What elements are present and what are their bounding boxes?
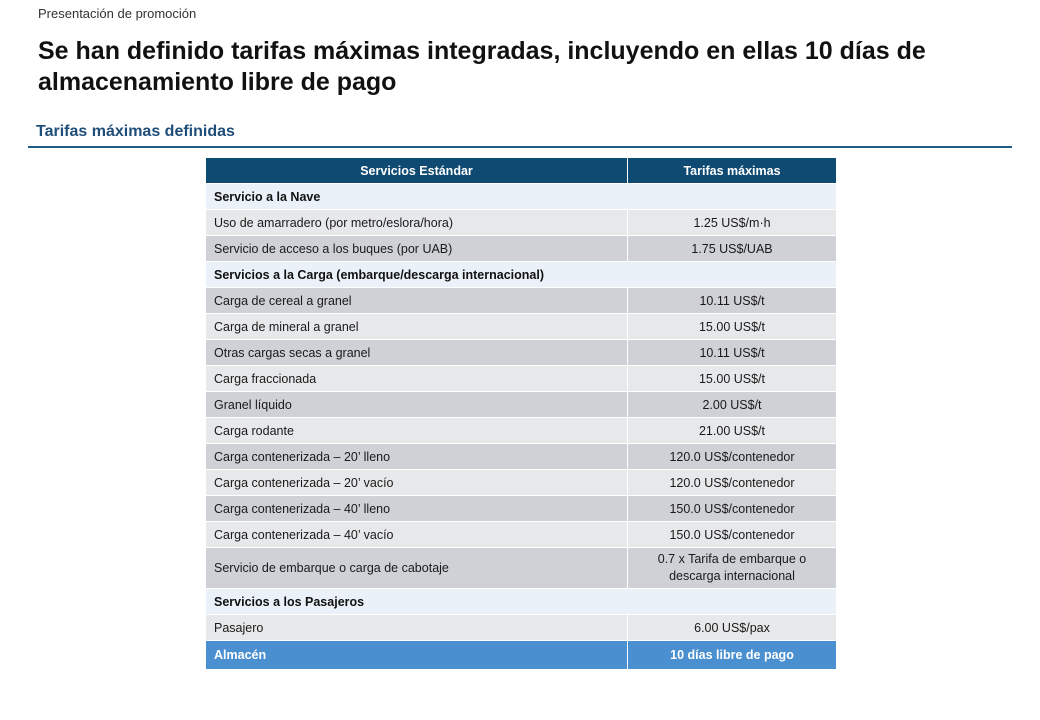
rate-cell: 1.25 US$/m·h [628, 210, 837, 236]
service-cell: Pasajero [206, 615, 628, 641]
section-divider [28, 146, 1012, 148]
table-row [206, 418, 837, 444]
table-row [206, 340, 837, 366]
table-row [206, 288, 837, 314]
rate-cell: 21.00 US$/t [628, 418, 837, 444]
service-cell: Servicio de acceso a los buques (por UAB) [206, 236, 628, 262]
table-row [206, 444, 837, 470]
table-row [206, 366, 837, 392]
rate-cell: 6.00 US$/pax [628, 615, 837, 641]
rate-cell: 15.00 US$/t [628, 314, 837, 340]
table-header-row [206, 158, 837, 184]
column-header-services: Servicios Estándar [206, 158, 628, 184]
table-row [206, 236, 837, 262]
rate-cell: 15.00 US$/t [628, 366, 837, 392]
rate-cell: 150.0 US$/contenedor [628, 496, 837, 522]
rate-cell: 0.7 x Tarifa de embarque o descarga internacional [628, 548, 837, 589]
group-row-carga [206, 262, 837, 288]
service-cell: Carga contenerizada – 40’ lleno [206, 496, 628, 522]
service-cell: Uso de amarradero (por metro/eslora/hora) [206, 210, 628, 236]
table-row [206, 210, 837, 236]
rate-cell: 10.11 US$/t [628, 288, 837, 314]
table-row [206, 314, 837, 340]
rate-cell: 120.0 US$/contenedor [628, 444, 837, 470]
tariff-table [205, 157, 837, 670]
page-title: Se han definido tarifas máximas integradas, incluyendo en ellas 10 días de almacenamiento libre de pago [38, 37, 926, 96]
service-cell: Carga de mineral a granel [206, 314, 628, 340]
rate-cell: 120.0 US$/contenedor [628, 470, 837, 496]
group-label: Servicios a los Pasajeros [206, 589, 837, 615]
rate-cell: 150.0 US$/contenedor [628, 522, 837, 548]
presentation-tag: Presentación de promoción [38, 6, 197, 21]
column-header-rates: Tarifas máximas [628, 158, 837, 184]
rate-cell: 1.75 US$/UAB [628, 236, 837, 262]
rate-cell: 10.11 US$/t [628, 340, 837, 366]
table-footer-row [206, 641, 837, 670]
service-cell: Carga contenerizada – 20’ lleno [206, 444, 628, 470]
section-title: Tarifas máximas definidas [36, 123, 235, 140]
service-cell: Carga fraccionada [206, 366, 628, 392]
table-row [206, 496, 837, 522]
footer-service-cell: Almacén [206, 641, 628, 670]
service-cell: Servicio de embarque o carga de cabotaje [206, 548, 628, 589]
table-row [206, 615, 837, 641]
group-row-pasajeros [206, 589, 837, 615]
table-row [206, 522, 837, 548]
service-cell: Carga rodante [206, 418, 628, 444]
service-cell: Carga contenerizada – 40’ vacío [206, 522, 628, 548]
group-label: Servicios a la Carga (embarque/descarga internacional) [206, 262, 837, 288]
service-cell: Granel líquido [206, 392, 628, 418]
service-cell: Carga contenerizada – 20’ vacío [206, 470, 628, 496]
table-row [206, 470, 837, 496]
service-cell: Otras cargas secas a granel [206, 340, 628, 366]
group-label: Servicio a la Nave [206, 184, 837, 210]
table-row [206, 548, 837, 589]
rate-cell: 2.00 US$/t [628, 392, 837, 418]
group-row-nave [206, 184, 837, 210]
service-cell: Carga de cereal a granel [206, 288, 628, 314]
footer-rate-cell: 10 días libre de pago [628, 641, 837, 670]
table-row [206, 392, 837, 418]
